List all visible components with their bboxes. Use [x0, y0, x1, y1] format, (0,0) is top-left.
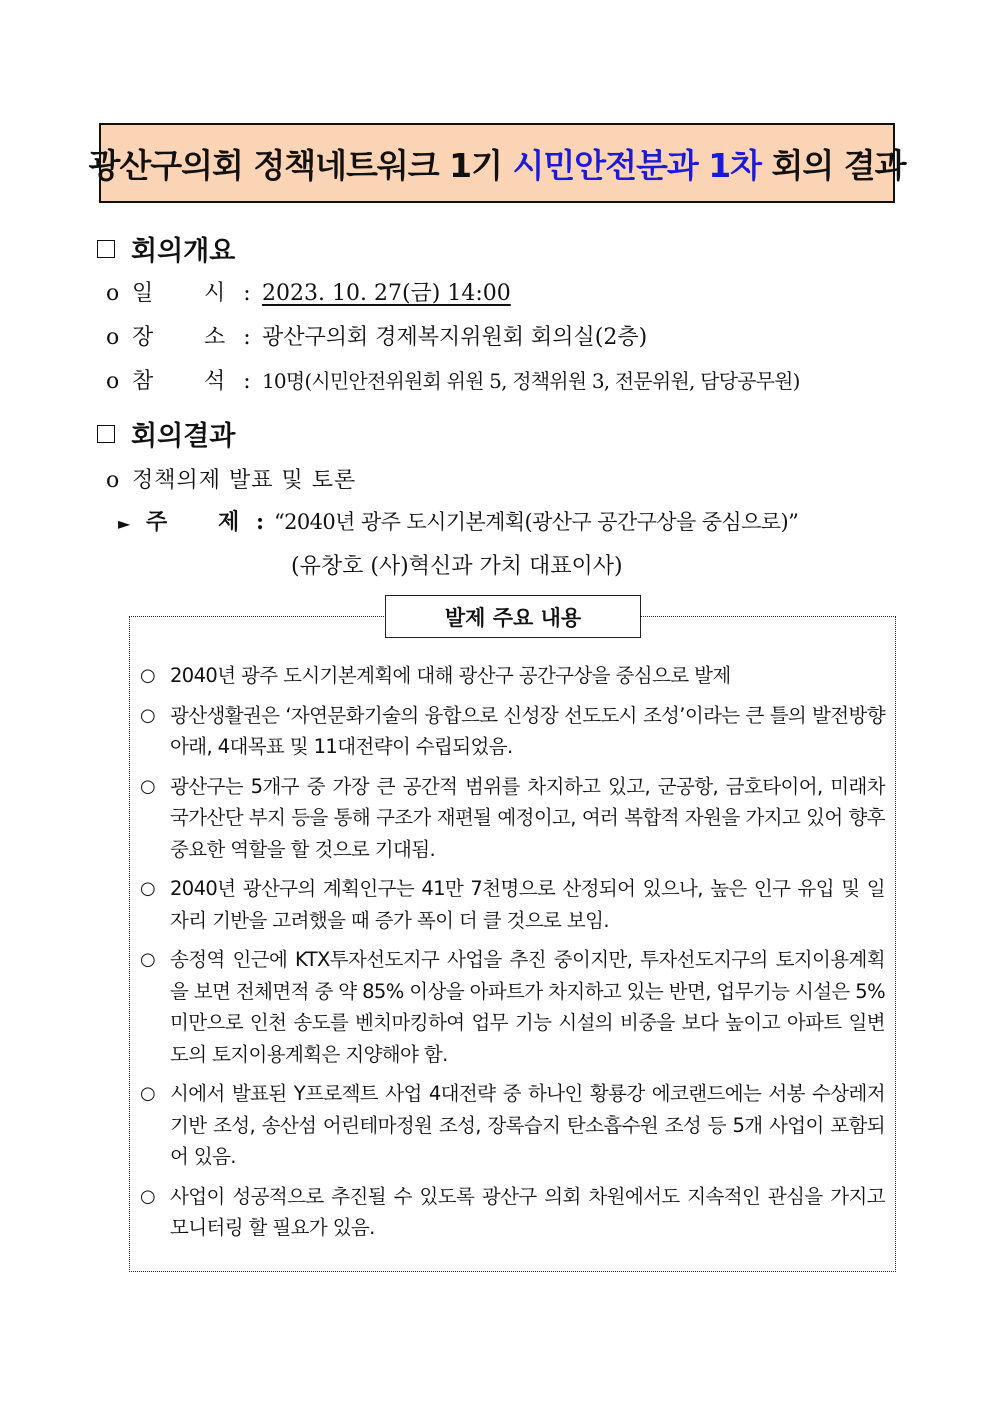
bullet: o: [106, 468, 120, 493]
list-item-text: 사업이 성공적으로 추진될 수 있도록 광산구 의회 차원에서도 지속적인 관심을 가지고 모니터링 할 필요가 있음.: [170, 1184, 885, 1239]
overview-heading: [97, 229, 235, 268]
colon: :: [243, 369, 251, 394]
meeting-datetime: 2023. 10. 27(금) 14:00: [262, 281, 511, 306]
summary-list: [140, 660, 885, 1252]
list-item-text: 2040년 광주 도시기본계획에 대해 광산구 공간구상을 중심으로 발제: [170, 664, 731, 687]
list-item: [140, 700, 885, 763]
document-title: [88, 123, 906, 203]
list-item-text: 시에서 발표된 Y프로젝트 사업 4대전략 중 하나인 황룡강 에코랜드에는 서봉 수상레저기반 조성, 송산섬 어린테마정원 조성, 장록습지 탄소흡수원 조성 등 5개 사업이 포함되어 있음.: [170, 1082, 885, 1168]
list-item: [140, 944, 885, 1070]
bullet: ○: [140, 775, 156, 797]
summary-box-title: 발제 주요 내용: [385, 595, 641, 638]
title-part2: 회의 결과: [761, 145, 906, 185]
meeting-attendees: 10명(시민안전위원회 위원 5, 정책위원 3, 전문위원, 담당공무원): [262, 369, 800, 393]
label-first-char: 일: [132, 281, 154, 306]
bullet: ○: [140, 1083, 156, 1104]
label-second-char: 소: [204, 325, 226, 350]
overview-row-attendees: [106, 364, 800, 395]
presenter: (유창호 (사)혁신과 가치 대표이사): [291, 554, 623, 579]
list-item-text: 광산생활권은 ‘자연문화기술의 융합으로 신성장 선도도시 조성’이라는 큰 틀의 발전방향 아래, 4대목표 및 11대전략이 수립되었음.: [170, 703, 885, 758]
list-item-text: 광산구는 5개구 중 가장 큰 공간적 범위를 차지하고 있고, 군공항, 금호타이어, 미래차 국가산단 부지 등을 통해 구조가 재편될 예정이고, 여러 복합적 자원을 가지고 있어 향후 중요한 역할을 할 것으로 기대됨.: [170, 774, 885, 861]
label-first-char: 장: [132, 325, 154, 350]
bullet: ○: [140, 704, 156, 726]
results-heading: [97, 414, 235, 453]
list-item: [140, 1181, 885, 1244]
label-first-char: 참: [132, 369, 154, 394]
list-item-text: 송정역 인근에 KTX투자선도지구 사업을 추진 중이지만, 투자선도지구의 토지이용계획을 보면 전체면적 중 약 85% 이상을 아파트가 차지하고 있는 반면, 업무기능 시설은 5% 미만으로 인천 송도를 벤치마킹하여 업무 기능 시설의 비중을 보다 높이고 아파트 일변도의 토지이용계획은 지양해야 함.: [170, 948, 886, 1066]
results-heading-text: 회의결과: [131, 421, 236, 452]
meeting-place: 광산구의회 경제복지위원회 회의실(2층): [262, 325, 648, 350]
theme-colon: :: [255, 509, 265, 535]
overview-row-datetime: [106, 276, 511, 307]
checkbox-icon: [97, 240, 115, 258]
theme-label-second-char: 제: [218, 509, 240, 535]
results-subtitle: [106, 463, 356, 494]
list-item-text: 2040년 광산구의 계획인구는 41만 7천명으로 산정되어 있으나, 높은 인구 유입 및 일자리 기반을 고려했을 때 증가 폭이 더 클 것으로 보임.: [170, 877, 885, 932]
bullet: o: [106, 325, 120, 350]
list-item: [140, 771, 885, 866]
label-second-char: 시: [204, 281, 226, 306]
triangle-right-icon: ►: [118, 514, 131, 533]
bullet: ○: [140, 878, 156, 899]
list-item: [140, 873, 885, 936]
list-item: [140, 660, 885, 692]
theme-row: [118, 505, 798, 536]
theme-label-first-char: 주: [146, 509, 168, 535]
colon: :: [243, 325, 251, 350]
overview-row-place: [106, 320, 647, 351]
overview-heading-text: 회의개요: [131, 236, 236, 267]
label-second-char: 석: [204, 369, 226, 394]
results-subtitle-text: 정책의제 발표 및 토론: [132, 468, 357, 493]
colon: :: [243, 281, 251, 306]
bullet: o: [106, 281, 120, 306]
bullet: ○: [140, 949, 156, 970]
bullet: ○: [140, 665, 156, 686]
checkbox-icon: [97, 425, 115, 443]
title-part1: 광산구의회 정책네트워크 1기: [88, 145, 513, 185]
title-highlight: 시민안전분과 1차: [512, 145, 762, 185]
theme-value: “2040년 광주 도시기본계획(광산구 공간구상을 중심으로)”: [274, 510, 799, 534]
list-item: [140, 1078, 885, 1173]
bullet: o: [106, 369, 120, 394]
bullet: ○: [140, 1185, 156, 1207]
